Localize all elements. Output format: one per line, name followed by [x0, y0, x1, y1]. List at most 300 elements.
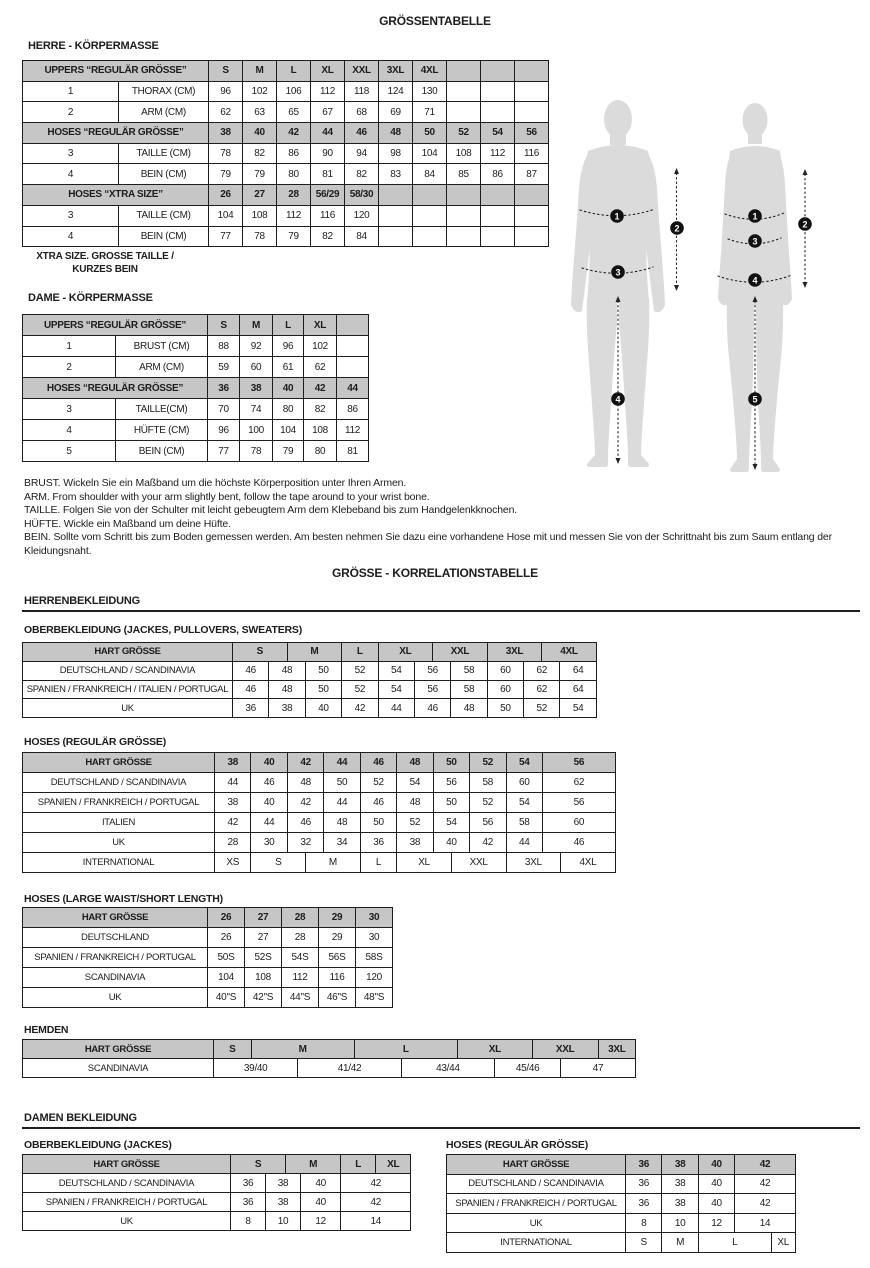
table-cell: 50	[413, 123, 447, 144]
table-row	[23, 813, 616, 833]
table-cell: L	[277, 61, 311, 82]
note-bein: BEIN. Sollte vom Schritt bis zum Boden gemessen werden. Am besten nehmen Sie dazu eine vorhandene Hose mit und messen Sie von der Schrittnaht bis zum Saum entlang der Kleidungsnaht.	[24, 531, 832, 557]
table-cell: 29	[319, 928, 356, 948]
table-cell: 46	[233, 661, 269, 680]
table-cell: S	[209, 61, 243, 82]
table-cell: BEIN (CM)	[119, 164, 209, 185]
svg-text:3: 3	[615, 267, 621, 278]
table-cell: 46	[360, 753, 396, 773]
table-row	[447, 1194, 796, 1214]
table-row	[447, 1233, 796, 1253]
table-header-row	[23, 753, 616, 773]
table-cell: 44	[215, 773, 251, 793]
table-cell: 36	[626, 1174, 662, 1194]
table-cell: 78	[240, 441, 273, 462]
table-cell: 82	[311, 226, 345, 247]
table-cell: ARM (CM)	[119, 102, 209, 123]
female-badge-taille	[748, 234, 762, 248]
male-badge-arm	[670, 221, 684, 235]
table-cell: 50	[433, 793, 469, 813]
table-cell: 58S	[356, 948, 393, 968]
table-row	[23, 988, 393, 1008]
table-cell: 1	[23, 81, 119, 102]
table-cell: 108	[447, 143, 481, 164]
table-row	[23, 420, 369, 441]
table-cell: 88	[208, 336, 240, 357]
table-cell: UK	[23, 833, 215, 853]
table-cell: HART GRÖSSE	[23, 1040, 214, 1059]
table-cell: SCANDINAVIA	[23, 968, 208, 988]
herren-hoses-heading: HOSES (REGULÄR GRÖSSE)	[24, 736, 167, 748]
female-silhouette	[718, 103, 792, 472]
table-cell: 40	[251, 753, 287, 773]
table-cell: 52	[524, 699, 560, 718]
table-cell: HOSES “REGULÄR GRÖSSE”	[23, 123, 209, 144]
table-cell: L	[354, 1040, 457, 1059]
data-table	[22, 1039, 636, 1078]
hemden-heading: HEMDEN	[24, 1024, 69, 1036]
table-cell: 48	[324, 813, 360, 833]
table-cell: DEUTSCHLAND	[23, 928, 208, 948]
table-row	[23, 1174, 411, 1193]
svg-text:3: 3	[752, 236, 758, 247]
table-cell: 46	[233, 680, 269, 699]
table-cell: 40	[301, 1193, 341, 1212]
table-header-row	[23, 61, 549, 82]
table-cell: 36	[360, 833, 396, 853]
table-cell: S	[208, 315, 240, 336]
table-header-row	[447, 1155, 796, 1175]
table-cell: 52S	[245, 948, 282, 968]
table-header-row	[23, 123, 549, 144]
table-cell: 38	[209, 123, 243, 144]
table-cell: 56	[542, 753, 615, 773]
table-cell: HART GRÖSSE	[447, 1155, 626, 1175]
table-cell: M	[287, 643, 342, 662]
table-cell: 116	[515, 143, 549, 164]
table-cell: 52	[342, 661, 378, 680]
table-cell: 42	[215, 813, 251, 833]
table-cell: 38	[269, 699, 305, 718]
table-cell: 52	[470, 793, 506, 813]
table-cell: 77	[209, 226, 243, 247]
table-cell: 36	[626, 1194, 662, 1214]
table-cell: 102	[304, 336, 337, 357]
table-cell	[515, 226, 549, 247]
table-cell: 44	[337, 378, 369, 399]
data-table	[22, 1154, 411, 1231]
table-cell: XL	[376, 1155, 411, 1174]
table-cell	[515, 205, 549, 226]
herren-section-rule	[22, 610, 860, 612]
table-cell: 83	[379, 164, 413, 185]
damen-ober-heading: OBERBEKLEIDUNG (JACKES)	[24, 1139, 172, 1151]
table-cell: 116	[311, 205, 345, 226]
table-cell: XXL	[532, 1040, 598, 1059]
table-cell: 8	[626, 1213, 662, 1233]
table-cell: 38	[662, 1194, 698, 1214]
herren-hoses-short-table	[22, 907, 393, 1008]
data-table	[446, 1154, 796, 1253]
table-cell: L	[342, 643, 378, 662]
table-cell: M	[306, 853, 361, 873]
table-cell: 42	[304, 378, 337, 399]
svg-text:2: 2	[802, 219, 808, 230]
table-cell: 78	[243, 226, 277, 247]
table-cell: 40	[698, 1194, 734, 1214]
data-table	[22, 60, 549, 247]
table-cell: 28	[282, 908, 319, 928]
table-header-row	[23, 1040, 636, 1059]
table-row	[23, 948, 393, 968]
table-cell: 81	[337, 441, 369, 462]
herren-ober-heading: OBERBEKLEIDUNG (JACKES, PULLOVERS, SWEATERS)	[24, 624, 303, 636]
table-cell: 48	[269, 661, 305, 680]
measurement-notes	[24, 477, 868, 558]
table-cell: 62	[524, 661, 560, 680]
table-cell: 4	[23, 420, 116, 441]
table-cell: 68	[345, 102, 379, 123]
table-cell: ITALIEN	[23, 813, 215, 833]
table-cell: S	[233, 643, 288, 662]
table-cell: 58/30	[345, 185, 379, 206]
table-cell: 32	[287, 833, 323, 853]
table-cell	[481, 205, 515, 226]
table-cell: 120	[356, 968, 393, 988]
table-row	[23, 1059, 636, 1078]
table-cell: 44	[506, 833, 542, 853]
table-header-row	[23, 185, 549, 206]
table-cell: 44	[251, 813, 287, 833]
table-cell	[447, 185, 481, 206]
table-cell: 42	[735, 1174, 796, 1194]
table-header-row	[23, 378, 369, 399]
table-row	[23, 226, 549, 247]
table-cell: 58	[451, 661, 487, 680]
table-cell: M	[240, 315, 273, 336]
table-cell: S	[251, 853, 306, 873]
table-cell: 46	[542, 833, 615, 853]
female-badge-arm	[798, 217, 812, 231]
table-cell: 80	[277, 164, 311, 185]
table-cell	[413, 185, 447, 206]
table-cell	[379, 185, 413, 206]
table-cell: 108	[243, 205, 277, 226]
table-row	[23, 102, 549, 123]
svg-text:4: 4	[615, 394, 621, 405]
table-cell: 36	[208, 378, 240, 399]
table-cell: 56	[414, 680, 450, 699]
table-cell: 58	[451, 680, 487, 699]
table-cell: 38	[215, 753, 251, 773]
table-cell: 108	[245, 968, 282, 988]
herre-body-measure-table	[22, 60, 549, 247]
table-cell: DEUTSCHLAND / SCANDINAVIA	[23, 1174, 231, 1193]
hemden-table	[22, 1039, 636, 1078]
table-cell: 14	[735, 1213, 796, 1233]
table-row	[23, 143, 549, 164]
table-cell	[481, 226, 515, 247]
table-cell: BEIN (CM)	[116, 441, 208, 462]
table-cell: 4XL	[542, 643, 597, 662]
table-cell: 46	[251, 773, 287, 793]
table-cell: 84	[345, 226, 379, 247]
table-cell: DEUTSCHLAND / SCANDINAVIA	[23, 773, 215, 793]
table-cell: 40	[273, 378, 304, 399]
table-cell: 48	[379, 123, 413, 144]
table-cell: 48	[397, 753, 433, 773]
table-cell: M	[251, 1040, 354, 1059]
table-cell: 42	[277, 123, 311, 144]
table-cell: 26	[208, 908, 245, 928]
table-cell: HART GRÖSSE	[23, 908, 208, 928]
table-cell	[337, 357, 369, 378]
table-cell: 56/29	[311, 185, 345, 206]
table-cell: 43/44	[401, 1059, 495, 1078]
table-cell: 108	[304, 420, 337, 441]
table-cell: S	[626, 1233, 662, 1253]
table-cell: 54	[378, 680, 414, 699]
table-cell: 80	[304, 441, 337, 462]
table-cell: 42	[341, 1193, 411, 1212]
table-cell: XL	[304, 315, 337, 336]
table-cell	[447, 226, 481, 247]
table-cell: L	[698, 1233, 771, 1253]
table-cell: 38	[266, 1193, 301, 1212]
table-cell: 104	[209, 205, 243, 226]
dame-body-measure-table	[22, 314, 369, 462]
table-cell: SPANIEN / FRANKREICH / PORTUGAL	[23, 1193, 231, 1212]
table-cell: 42	[342, 699, 378, 718]
data-table	[22, 642, 597, 718]
table-cell: BRUST (CM)	[116, 336, 208, 357]
table-cell: 98	[379, 143, 413, 164]
table-cell: 120	[345, 205, 379, 226]
table-cell: 62	[304, 357, 337, 378]
table-cell: 38	[397, 833, 433, 853]
table-cell: 71	[413, 102, 447, 123]
table-cell: 50	[324, 773, 360, 793]
table-cell: 79	[273, 441, 304, 462]
table-cell: 48	[287, 773, 323, 793]
table-cell: UK	[23, 699, 233, 718]
table-cell: 58	[506, 813, 542, 833]
table-cell: 64	[560, 680, 596, 699]
table-cell: 56	[433, 773, 469, 793]
table-cell: TAILLE (CM)	[119, 205, 209, 226]
table-cell: S	[231, 1155, 286, 1174]
table-cell: 40	[301, 1174, 341, 1193]
table-cell: 45/46	[495, 1059, 561, 1078]
xtra-size-note	[20, 251, 190, 276]
table-cell: SPANIEN / FRANKREICH / ITALIEN / PORTUGAL	[23, 680, 233, 699]
table-cell	[481, 102, 515, 123]
table-cell: 5	[23, 441, 116, 462]
table-cell: 46	[360, 793, 396, 813]
table-cell: 26	[209, 185, 243, 206]
table-cell: XS	[215, 853, 251, 873]
table-cell: 116	[319, 968, 356, 988]
damen-oberbekleidung-table	[22, 1154, 411, 1231]
table-cell: 100	[240, 420, 273, 441]
table-cell: 3XL	[598, 1040, 636, 1059]
table-cell: 112	[337, 420, 369, 441]
table-cell: 61	[273, 357, 304, 378]
table-cell	[337, 315, 369, 336]
table-cell: 54S	[282, 948, 319, 968]
table-cell: 38	[662, 1174, 698, 1194]
table-row	[23, 1212, 411, 1231]
table-cell: 36	[233, 699, 269, 718]
table-cell: 59	[208, 357, 240, 378]
table-cell: 69	[379, 102, 413, 123]
table-cell: 36	[231, 1174, 266, 1193]
female-badge-brust	[748, 209, 762, 223]
table-cell	[447, 81, 481, 102]
table-cell: 44"S	[282, 988, 319, 1008]
female-badge-huefte	[748, 273, 762, 287]
table-cell	[481, 81, 515, 102]
table-cell: 77	[208, 441, 240, 462]
table-cell: 4XL	[413, 61, 447, 82]
table-cell: 60	[487, 661, 523, 680]
table-cell: 42	[735, 1155, 796, 1175]
table-cell: 40"S	[208, 988, 245, 1008]
table-cell: 40	[243, 123, 277, 144]
table-cell: 1	[23, 336, 116, 357]
table-cell	[413, 205, 447, 226]
xtra-note-line1: XTRA SIZE. GROSSE TAILLE /	[36, 251, 174, 262]
table-cell: 28	[215, 833, 251, 853]
table-cell	[379, 226, 413, 247]
table-row	[23, 336, 369, 357]
table-cell: 54	[378, 661, 414, 680]
table-row	[23, 1193, 411, 1212]
table-cell: SPANIEN / FRANKREICH / PORTUGAL	[23, 793, 215, 813]
table-cell: M	[662, 1233, 698, 1253]
table-row	[23, 205, 549, 226]
table-cell: XL	[378, 643, 433, 662]
table-row	[23, 699, 597, 718]
table-cell: 10	[662, 1213, 698, 1233]
table-cell: 81	[311, 164, 345, 185]
svg-text:5: 5	[752, 394, 758, 405]
table-cell: 62	[524, 680, 560, 699]
table-cell: 56	[515, 123, 549, 144]
dame-heading: DAME - KÖRPERMASSE	[28, 292, 153, 304]
table-cell: DEUTSCHLAND / SCANDINAVIA	[447, 1174, 626, 1194]
table-header-row	[23, 315, 369, 336]
table-cell: 86	[481, 164, 515, 185]
table-cell: BEIN (CM)	[119, 226, 209, 247]
table-cell: HART GRÖSSE	[23, 1155, 231, 1174]
table-cell: 56	[542, 793, 615, 813]
table-cell	[447, 205, 481, 226]
table-cell: 52	[360, 773, 396, 793]
xtra-note-line2: KURZES BEIN	[72, 263, 138, 275]
table-row	[23, 793, 616, 813]
table-cell: 42	[470, 833, 506, 853]
table-cell: 46	[287, 813, 323, 833]
table-row	[23, 661, 597, 680]
table-cell: 52	[397, 813, 433, 833]
table-cell: M	[286, 1155, 341, 1174]
table-cell: HOSES “XTRA SIZE”	[23, 185, 209, 206]
table-cell: 40	[305, 699, 341, 718]
note-arm: ARM. From shoulder with your arm slightly bent, follow the tape around to your wrist bone.	[24, 490, 430, 503]
table-cell: SPANIEN / FRANKREICH / PORTUGAL	[23, 948, 208, 968]
table-cell: 12	[301, 1212, 341, 1231]
table-cell: 39/40	[214, 1059, 298, 1078]
table-cell: 70	[208, 399, 240, 420]
table-cell: 96	[208, 420, 240, 441]
table-cell: 80	[273, 399, 304, 420]
table-cell: 48"S	[356, 988, 393, 1008]
table-cell	[481, 61, 515, 82]
table-cell: 52	[342, 680, 378, 699]
table-cell: 104	[273, 420, 304, 441]
table-cell: 50S	[208, 948, 245, 968]
table-cell: 50	[305, 661, 341, 680]
table-header-row	[23, 908, 393, 928]
female-badge-bein	[748, 392, 762, 406]
table-cell: XL	[457, 1040, 532, 1059]
table-cell: 74	[240, 399, 273, 420]
table-cell: 56	[470, 813, 506, 833]
herren-hoses-table	[22, 752, 616, 873]
table-cell: 38	[662, 1155, 698, 1175]
table-cell: 40	[251, 793, 287, 813]
table-cell: 67	[311, 102, 345, 123]
table-cell: XL	[397, 853, 452, 873]
table-cell: UK	[23, 1212, 231, 1231]
table-cell: 94	[345, 143, 379, 164]
table-cell: 42	[287, 753, 323, 773]
table-cell: 42	[341, 1174, 411, 1193]
male-silhouette	[571, 100, 665, 467]
table-cell: 50	[360, 813, 396, 833]
table-cell: 44	[311, 123, 345, 144]
table-cell: TAILLE(CM)	[116, 399, 208, 420]
table-cell: 2	[23, 102, 119, 123]
table-cell: DEUTSCHLAND / SCANDINAVIA	[23, 661, 233, 680]
table-row	[447, 1213, 796, 1233]
table-cell: 87	[515, 164, 549, 185]
table-cell: UK	[23, 988, 208, 1008]
table-cell: 3	[23, 399, 116, 420]
table-cell: 60	[506, 773, 542, 793]
table-cell	[379, 205, 413, 226]
table-cell: INTERNATIONAL	[447, 1233, 626, 1253]
table-cell: THORAX (CM)	[119, 81, 209, 102]
table-cell: INTERNATIONAL	[23, 853, 215, 873]
svg-text:4: 4	[752, 275, 758, 286]
table-cell: 62	[209, 102, 243, 123]
table-cell: 30	[356, 928, 393, 948]
table-cell	[515, 102, 549, 123]
table-cell: 90	[311, 143, 345, 164]
table-cell: 46	[414, 699, 450, 718]
damen-section-rule	[22, 1127, 860, 1129]
table-cell: 3	[23, 143, 119, 164]
table-cell: 52	[470, 753, 506, 773]
table-cell: 44	[324, 753, 360, 773]
table-cell: 86	[277, 143, 311, 164]
table-cell: 102	[243, 81, 277, 102]
male-figure-diagram	[558, 93, 686, 475]
table-cell	[447, 61, 481, 82]
table-cell: SCANDINAVIA	[23, 1059, 214, 1078]
